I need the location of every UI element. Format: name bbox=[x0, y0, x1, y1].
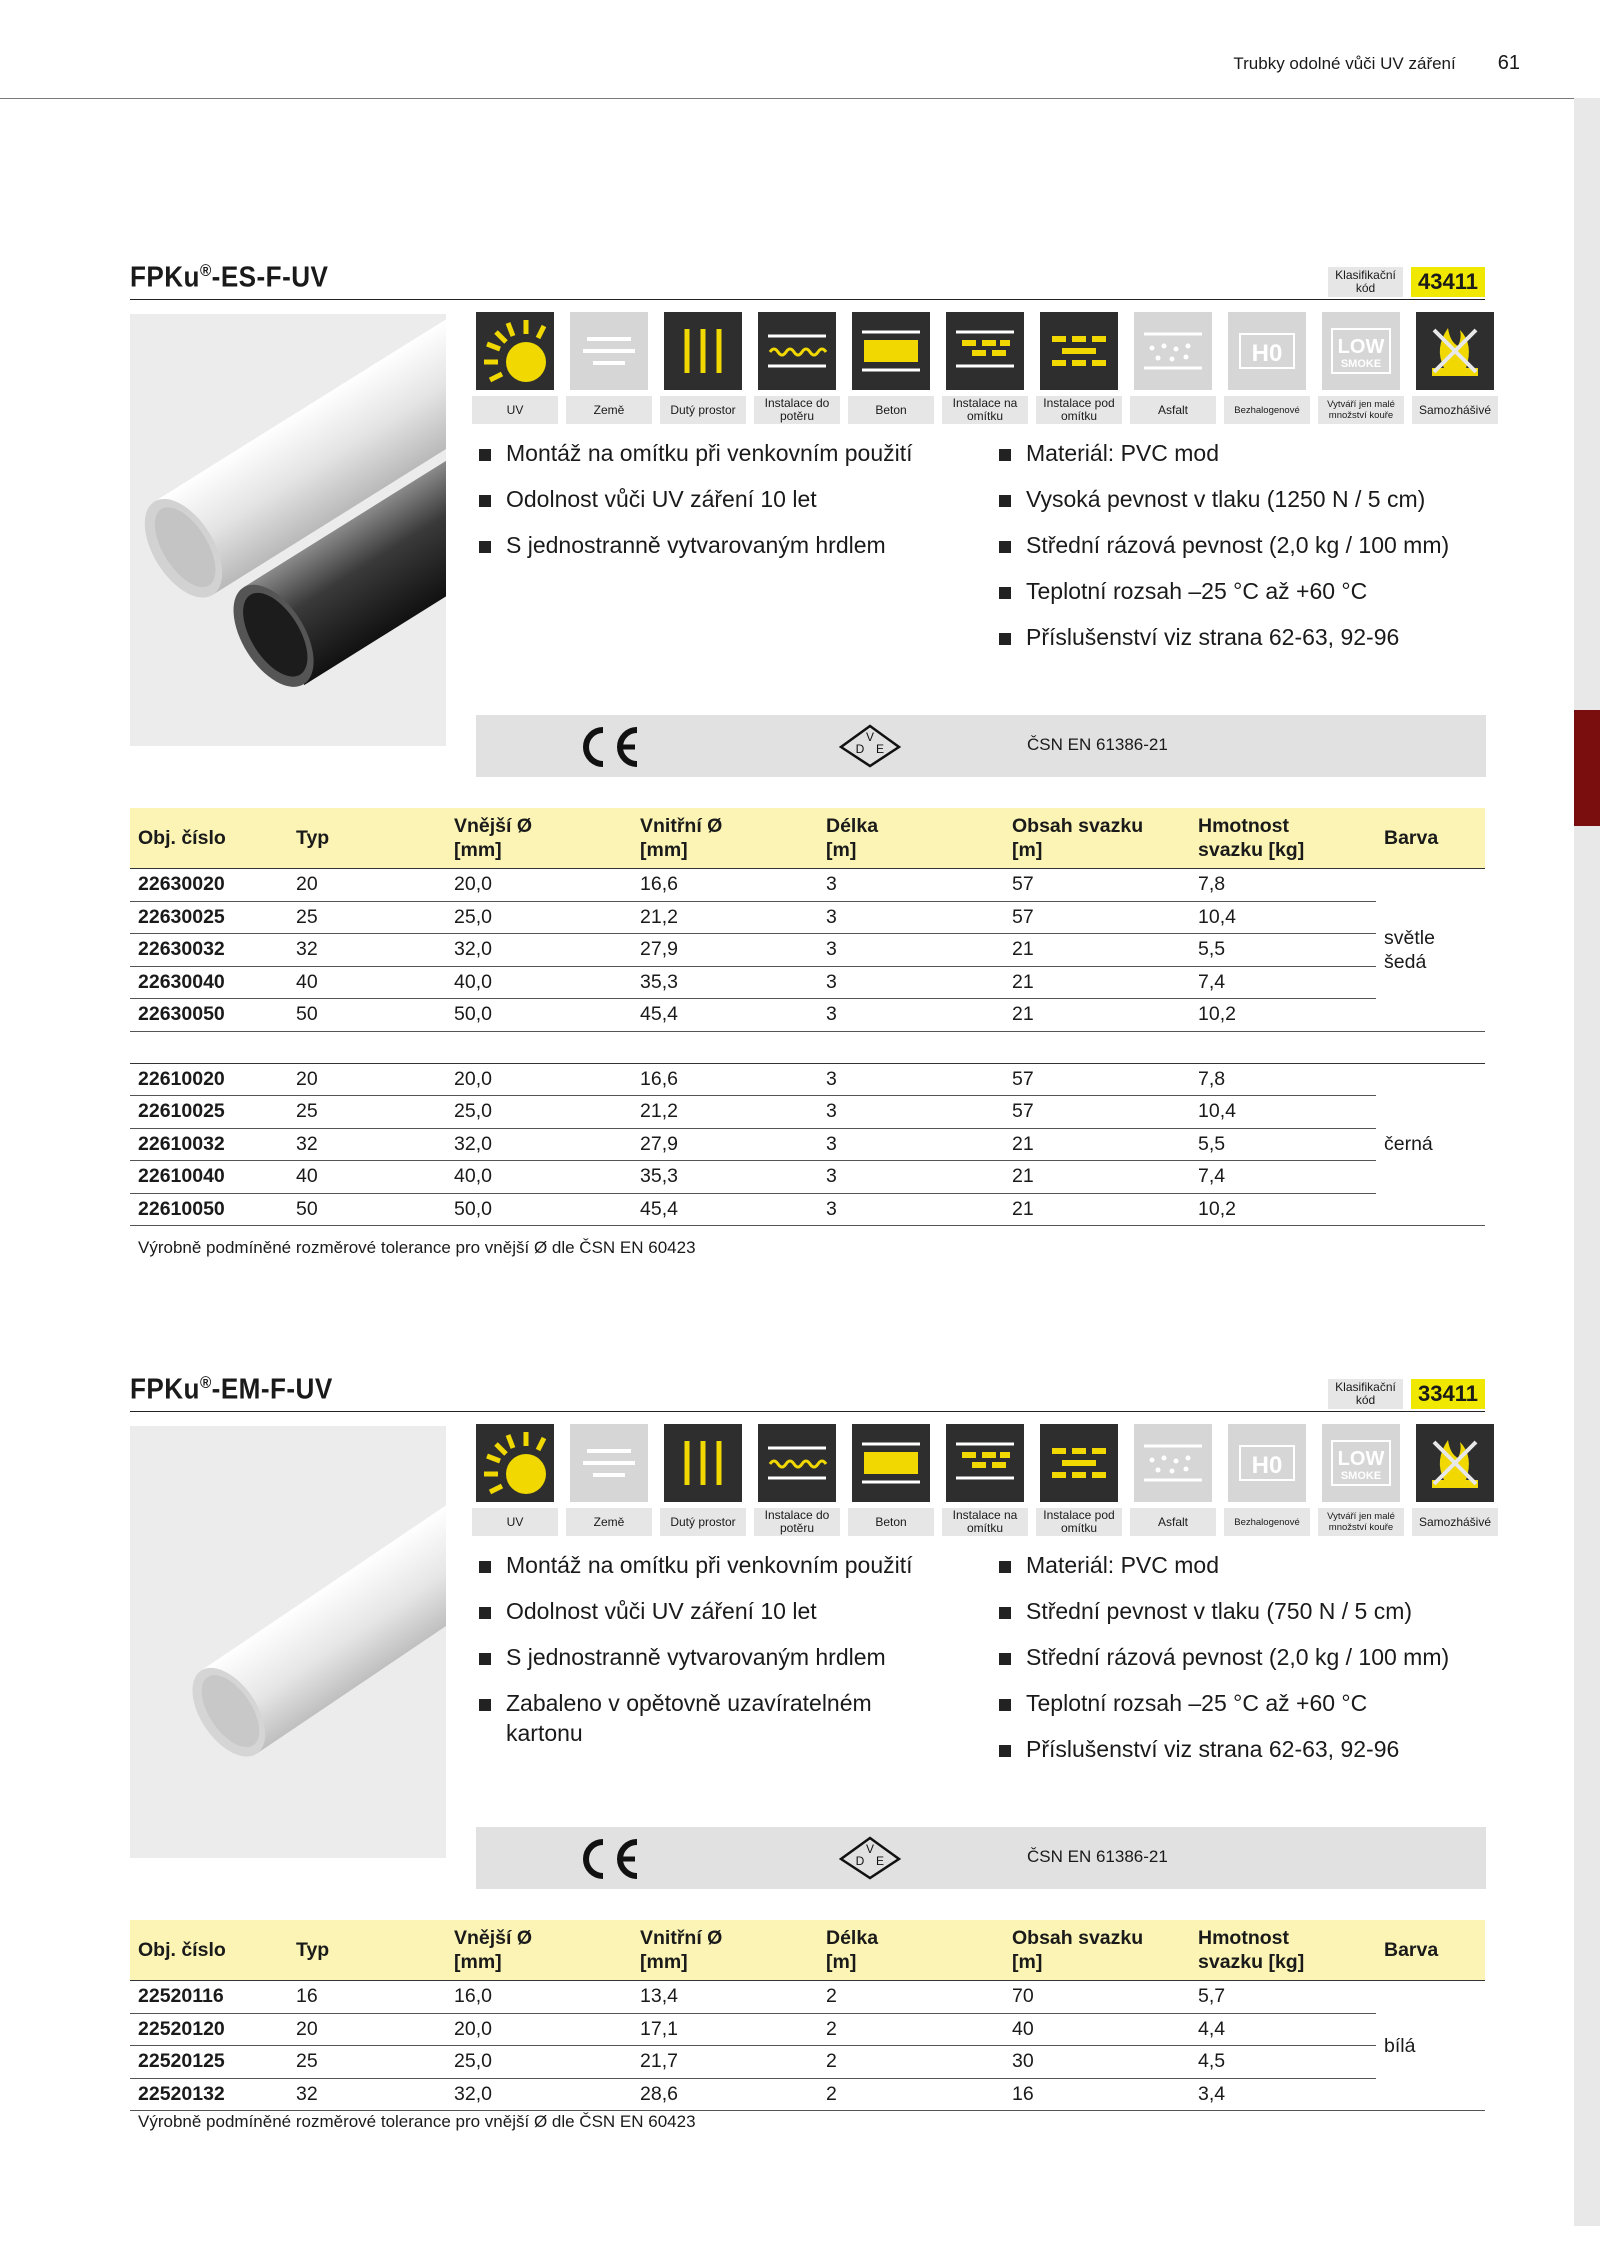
flush-mount-icon bbox=[1040, 312, 1118, 390]
table-cell: 40 bbox=[288, 966, 446, 999]
icon-label: Instalace na omítku bbox=[942, 1508, 1028, 1536]
h0-text: H0 bbox=[1251, 340, 1283, 367]
product-title: FPKu®-ES-F-UV bbox=[130, 261, 329, 294]
table-cell: 21,2 bbox=[632, 1096, 818, 1129]
table-row bbox=[130, 934, 1485, 967]
col-header-length: Délka [m] bbox=[818, 808, 1004, 869]
side-tab-bar bbox=[1574, 98, 1600, 710]
table-cell: 32 bbox=[288, 934, 446, 967]
table-cell: 16,6 bbox=[632, 1063, 818, 1096]
table-cell: 3 bbox=[818, 999, 1004, 1032]
property-icons bbox=[476, 1424, 1494, 1536]
table-cell: 21 bbox=[1004, 1161, 1190, 1194]
col-header-typ: Typ bbox=[288, 1920, 446, 1981]
feature-item: Vysoká pevnost v tlaku (1250 N / 5 cm) bbox=[996, 484, 1486, 514]
table-cell: 21 bbox=[1004, 1128, 1190, 1161]
icon-label: Instalace do potěru bbox=[754, 396, 840, 424]
table-row bbox=[130, 2013, 1485, 2046]
icon-label: Země bbox=[566, 396, 652, 424]
table-cell: 40 bbox=[288, 1161, 446, 1194]
table-cell: 30 bbox=[1004, 2046, 1190, 2079]
col-header-typ: Typ bbox=[288, 808, 446, 869]
col-header-inner: Vnitřní Ø [mm] bbox=[632, 808, 818, 869]
table-cell: 32,0 bbox=[446, 934, 632, 967]
feature-item: Střední pevnost v tlaku (750 N / 5 cm) bbox=[996, 1596, 1486, 1626]
icon-cell-asphalt bbox=[1134, 312, 1212, 424]
table-cell: 3 bbox=[818, 1128, 1004, 1161]
table-cell: 57 bbox=[1004, 1096, 1190, 1129]
cell-obj-code: 22520132 bbox=[130, 2078, 288, 2111]
table-cell: 50,0 bbox=[446, 1193, 632, 1226]
asphalt-icon bbox=[1134, 312, 1212, 390]
asphalt-icon bbox=[1134, 1424, 1212, 1502]
hollow-space-icon bbox=[664, 312, 742, 390]
table-cell: 32 bbox=[288, 1128, 446, 1161]
icon-cell-halogen-free bbox=[1228, 1424, 1306, 1536]
table-cell: 32,0 bbox=[446, 2078, 632, 2111]
table-cell: 10,2 bbox=[1190, 999, 1376, 1032]
table-row bbox=[130, 1981, 1485, 2014]
self-extinguishing-icon bbox=[1416, 1424, 1494, 1502]
col-header-length: Délka [m] bbox=[818, 1920, 1004, 1981]
table-header-row bbox=[130, 808, 1485, 869]
icon-cell-concrete bbox=[852, 1424, 930, 1536]
table-cell: 70 bbox=[1004, 1981, 1190, 2014]
feature-item: Materiál: PVC mod bbox=[996, 438, 1486, 468]
table-row bbox=[130, 869, 1485, 902]
table-cell: 32 bbox=[288, 2078, 446, 2111]
table-row bbox=[130, 1063, 1485, 1096]
svg-text:V: V bbox=[865, 1842, 875, 1856]
ground-icon bbox=[570, 312, 648, 390]
screed-icon bbox=[758, 1424, 836, 1502]
table-group-black bbox=[130, 1063, 1485, 1226]
tolerance-note: Výrobně podmíněné rozměrové tolerance pro vnější Ø dle ČSN EN 60423 bbox=[138, 1238, 696, 1257]
table-cell: 21 bbox=[1004, 934, 1190, 967]
table-cell: 21 bbox=[1004, 999, 1190, 1032]
flush-mount-icon bbox=[1040, 1424, 1118, 1502]
feature-item: Materiál: PVC mod bbox=[996, 1550, 1486, 1580]
table-row bbox=[130, 1161, 1485, 1194]
self-extinguishing-icon bbox=[1416, 312, 1494, 390]
table-cell: 40 bbox=[1004, 2013, 1190, 2046]
product-section-es bbox=[130, 260, 1492, 1260]
concrete-icon bbox=[852, 1424, 930, 1502]
table-cell: 50 bbox=[288, 999, 446, 1032]
property-icons bbox=[476, 312, 1494, 424]
icon-cell-surface-mount bbox=[946, 312, 1024, 424]
header-rule bbox=[0, 98, 1575, 99]
table-cell: 3 bbox=[818, 901, 1004, 934]
classification-code: 43411 bbox=[1411, 267, 1485, 297]
low-smoke-icon bbox=[1322, 312, 1400, 390]
svg-text:SMOKE: SMOKE bbox=[1340, 358, 1382, 370]
icon-cell-hollow-space bbox=[664, 1424, 742, 1536]
table-row bbox=[130, 2078, 1485, 2111]
table-cell: 3 bbox=[818, 934, 1004, 967]
page-header bbox=[1233, 52, 1520, 75]
icon-cell-concrete bbox=[852, 312, 930, 424]
table-row bbox=[130, 901, 1485, 934]
icon-label: Instalace do potěru bbox=[754, 1508, 840, 1536]
table-cell: 4,5 bbox=[1190, 2046, 1376, 2079]
product-title-row bbox=[130, 1372, 1485, 1412]
table-row bbox=[130, 999, 1485, 1032]
cell-color: černá bbox=[1376, 1063, 1485, 1226]
cell-obj-code: 22520120 bbox=[130, 2013, 288, 2046]
table-cell: 2 bbox=[818, 2046, 1004, 2079]
cell-color: bílá bbox=[1376, 1981, 1485, 2111]
table-cell: 20 bbox=[288, 2013, 446, 2046]
col-header-obj: Obj. číslo bbox=[130, 808, 288, 869]
col-header-outer: Vnější Ø [mm] bbox=[446, 1920, 632, 1981]
page-number: 61 bbox=[1497, 52, 1520, 74]
table-cell: 57 bbox=[1004, 901, 1190, 934]
table-cell: 45,4 bbox=[632, 1193, 818, 1226]
table-cell: 20,0 bbox=[446, 1063, 632, 1096]
table-row bbox=[130, 1193, 1485, 1226]
feature-item: Střední rázová pevnost (2,0 kg / 100 mm) bbox=[996, 530, 1486, 560]
table-cell: 7,4 bbox=[1190, 1161, 1376, 1194]
table-cell: 16,6 bbox=[632, 869, 818, 902]
ce-mark-icon bbox=[573, 1836, 643, 1882]
icon-label: Samozhášivé bbox=[1412, 396, 1498, 424]
surface-mount-icon bbox=[946, 1424, 1024, 1502]
standard-label: ČSN EN 61386-21 bbox=[1027, 1847, 1168, 1866]
feature-item: S jednostranně vytvarovaným hrdlem bbox=[476, 1642, 996, 1672]
classification-box bbox=[1328, 267, 1485, 297]
table-cell: 5,5 bbox=[1190, 1128, 1376, 1161]
icon-label: Samozhášivé bbox=[1412, 1508, 1498, 1536]
table-cell: 20,0 bbox=[446, 869, 632, 902]
table-cell: 3 bbox=[818, 1161, 1004, 1194]
cell-obj-code: 22610020 bbox=[130, 1063, 288, 1096]
table-cell: 3,4 bbox=[1190, 2078, 1376, 2111]
table-cell: 25,0 bbox=[446, 901, 632, 934]
icon-label: Dutý prostor bbox=[660, 1508, 746, 1536]
cell-obj-code: 22630025 bbox=[130, 901, 288, 934]
table-cell: 4,4 bbox=[1190, 2013, 1376, 2046]
feature-item: Montáž na omítku při venkovním použití bbox=[476, 1550, 996, 1580]
table-cell: 21,2 bbox=[632, 901, 818, 934]
icon-label: Beton bbox=[848, 1508, 934, 1536]
svg-text:D: D bbox=[855, 742, 865, 756]
table-cell: 40,0 bbox=[446, 1161, 632, 1194]
icon-label: Instalace pod omítku bbox=[1036, 1508, 1122, 1536]
certification-bar bbox=[476, 715, 1486, 777]
cell-obj-code: 22520116 bbox=[130, 1981, 288, 2014]
table-cell: 27,9 bbox=[632, 1128, 818, 1161]
cell-obj-code: 22630032 bbox=[130, 934, 288, 967]
table-cell: 28,6 bbox=[632, 2078, 818, 2111]
product-photo bbox=[130, 314, 446, 746]
icon-cell-asphalt bbox=[1134, 1424, 1212, 1536]
classification-code: 33411 bbox=[1411, 1379, 1485, 1409]
table-cell: 40,0 bbox=[446, 966, 632, 999]
cell-obj-code: 22630020 bbox=[130, 869, 288, 902]
feature-item: Teplotní rozsah –25 °C až +60 °C bbox=[996, 576, 1486, 606]
ce-mark-icon bbox=[573, 724, 643, 770]
cell-obj-code: 22610050 bbox=[130, 1193, 288, 1226]
table-cell: 3 bbox=[818, 869, 1004, 902]
icon-label: UV bbox=[472, 1508, 558, 1536]
col-header-weight: Hmotnost svazku [kg] bbox=[1190, 1920, 1376, 1981]
svg-text:E: E bbox=[875, 742, 885, 756]
table-cell: 5,5 bbox=[1190, 934, 1376, 967]
icon-label: Bezhalogenové bbox=[1224, 1508, 1310, 1536]
sun-uv-icon bbox=[476, 312, 554, 390]
feature-item: Odolnost vůči UV záření 10 let bbox=[476, 1596, 996, 1626]
feature-item: Příslušenství viz strana 62-63, 92-96 bbox=[996, 1734, 1486, 1764]
hollow-space-icon bbox=[664, 1424, 742, 1502]
cell-obj-code: 22610025 bbox=[130, 1096, 288, 1129]
table-cell: 20,0 bbox=[446, 2013, 632, 2046]
icon-label: Asfalt bbox=[1130, 396, 1216, 424]
icon-label: UV bbox=[472, 396, 558, 424]
svg-text:E: E bbox=[875, 1854, 885, 1868]
svg-text:V: V bbox=[865, 730, 875, 744]
product-table bbox=[130, 1920, 1485, 2111]
tolerance-note: Výrobně podmíněné rozměrové tolerance pro vnější Ø dle ČSN EN 60423 bbox=[138, 2112, 696, 2131]
table-cell: 2 bbox=[818, 2078, 1004, 2111]
table-cell: 25 bbox=[288, 901, 446, 934]
table-cell: 21 bbox=[1004, 966, 1190, 999]
section-title: Trubky odolné vůči UV záření bbox=[1233, 54, 1456, 73]
vde-mark-icon bbox=[838, 723, 902, 769]
table-cell: 3 bbox=[818, 1063, 1004, 1096]
table-cell: 25,0 bbox=[446, 2046, 632, 2079]
table-cell: 3 bbox=[818, 1096, 1004, 1129]
feature-item: Střední rázová pevnost (2,0 kg / 100 mm) bbox=[996, 1642, 1486, 1672]
table-cell: 17,1 bbox=[632, 2013, 818, 2046]
icon-label: Vytváří jen malé množství kouře bbox=[1318, 396, 1404, 424]
table-cell: 5,7 bbox=[1190, 1981, 1376, 2014]
table-group-white bbox=[130, 1981, 1485, 2111]
icon-cell-screed bbox=[758, 1424, 836, 1536]
table-cell: 16 bbox=[288, 1981, 446, 2014]
table-cell: 21,7 bbox=[632, 2046, 818, 2079]
table-cell: 10,4 bbox=[1190, 901, 1376, 934]
col-header-inner: Vnitřní Ø [mm] bbox=[632, 1920, 818, 1981]
svg-text:LOW: LOW bbox=[1337, 336, 1385, 358]
halogen-free-icon bbox=[1228, 1424, 1306, 1502]
table-cell: 45,4 bbox=[632, 999, 818, 1032]
certification-bar bbox=[476, 1827, 1486, 1889]
table-row bbox=[130, 1096, 1485, 1129]
halogen-free-icon bbox=[1228, 312, 1306, 390]
table-cell: 25 bbox=[288, 2046, 446, 2079]
cell-obj-code: 22520125 bbox=[130, 2046, 288, 2079]
svg-text:SMOKE: SMOKE bbox=[1340, 1470, 1382, 1482]
svg-text:LOW: LOW bbox=[1337, 1448, 1385, 1470]
vde-mark-icon bbox=[838, 1835, 902, 1881]
icon-cell-halogen-free bbox=[1228, 312, 1306, 424]
table-cell: 20 bbox=[288, 1063, 446, 1096]
table-cell: 10,4 bbox=[1190, 1096, 1376, 1129]
icon-label: Země bbox=[566, 1508, 652, 1536]
table-cell: 16 bbox=[1004, 2078, 1190, 2111]
standard-label: ČSN EN 61386-21 bbox=[1027, 735, 1168, 754]
icon-cell-screed bbox=[758, 312, 836, 424]
table-group-spacer bbox=[130, 1031, 1485, 1063]
side-tab-bar-lower bbox=[1574, 826, 1600, 2226]
cell-obj-code: 22630050 bbox=[130, 999, 288, 1032]
table-group-light-grey bbox=[130, 869, 1485, 1032]
h0-text: H0 bbox=[1251, 1452, 1283, 1479]
table-cell: 21 bbox=[1004, 1193, 1190, 1226]
sun-uv-icon bbox=[476, 1424, 554, 1502]
ground-icon bbox=[570, 1424, 648, 1502]
table-cell: 25 bbox=[288, 1096, 446, 1129]
icon-cell-low-smoke bbox=[1322, 312, 1400, 424]
icon-label: Asfalt bbox=[1130, 1508, 1216, 1536]
table-cell: 57 bbox=[1004, 1063, 1190, 1096]
product-title-row bbox=[130, 260, 1485, 300]
table-cell: 2 bbox=[818, 2013, 1004, 2046]
product-table bbox=[130, 808, 1485, 1226]
icon-label: Instalace pod omítku bbox=[1036, 396, 1122, 424]
classification-label: Klasifikační kód bbox=[1328, 267, 1403, 297]
table-cell: 35,3 bbox=[632, 966, 818, 999]
table-cell: 27,9 bbox=[632, 934, 818, 967]
icon-cell-ground bbox=[570, 312, 648, 424]
product-photo bbox=[130, 1426, 446, 1858]
col-header-color: Barva bbox=[1376, 808, 1485, 869]
icon-label: Dutý prostor bbox=[660, 396, 746, 424]
feature-item: Příslušenství viz strana 62-63, 92-96 bbox=[996, 622, 1486, 652]
table-cell: 7,8 bbox=[1190, 869, 1376, 902]
cell-color: světle šedá bbox=[1376, 869, 1485, 1032]
icon-cell-self-extinguishing bbox=[1416, 1424, 1494, 1536]
feature-item: Teplotní rozsah –25 °C až +60 °C bbox=[996, 1688, 1486, 1718]
feature-item: Montáž na omítku při venkovním použití bbox=[476, 438, 996, 468]
table-row bbox=[130, 966, 1485, 999]
table-cell: 13,4 bbox=[632, 1981, 818, 2014]
product-section-em bbox=[130, 1372, 1492, 2152]
col-header-color: Barva bbox=[1376, 1920, 1485, 1981]
icon-label: Bezhalogenové bbox=[1224, 396, 1310, 424]
icon-cell-hollow-space bbox=[664, 312, 742, 424]
product-title: FPKu®-EM-F-UV bbox=[130, 1373, 333, 1406]
cell-obj-code: 22610040 bbox=[130, 1161, 288, 1194]
icon-cell-low-smoke bbox=[1322, 1424, 1400, 1536]
table-cell: 50,0 bbox=[446, 999, 632, 1032]
side-tab-active bbox=[1574, 710, 1600, 826]
icon-label: Instalace na omítku bbox=[942, 396, 1028, 424]
feature-item: Zabaleno v opětovně uzavíratelném kartonu bbox=[476, 1688, 896, 1748]
table-cell: 25,0 bbox=[446, 1096, 632, 1129]
table-header-row bbox=[130, 1920, 1485, 1981]
table-cell: 10,2 bbox=[1190, 1193, 1376, 1226]
icon-cell-self-extinguishing bbox=[1416, 312, 1494, 424]
feature-list bbox=[476, 1550, 1486, 1780]
cell-obj-code: 22610032 bbox=[130, 1128, 288, 1161]
table-cell: 16,0 bbox=[446, 1981, 632, 2014]
icon-cell-surface-mount bbox=[946, 1424, 1024, 1536]
table-cell: 3 bbox=[818, 1193, 1004, 1226]
icon-label: Vytváří jen malé množství kouře bbox=[1318, 1508, 1404, 1536]
col-header-weight: Hmotnost svazku [kg] bbox=[1190, 808, 1376, 869]
table-cell: 35,3 bbox=[632, 1161, 818, 1194]
feature-item: Odolnost vůči UV záření 10 let bbox=[476, 484, 996, 514]
surface-mount-icon bbox=[946, 312, 1024, 390]
table-cell: 7,4 bbox=[1190, 966, 1376, 999]
feature-list bbox=[476, 438, 1486, 668]
icon-label: Beton bbox=[848, 396, 934, 424]
icon-cell-flush-mount bbox=[1040, 1424, 1118, 1536]
icon-cell-sun-uv bbox=[476, 312, 554, 424]
table-cell: 2 bbox=[818, 1981, 1004, 2014]
col-header-bundle: Obsah svazku [m] bbox=[1004, 1920, 1190, 1981]
table-cell: 20 bbox=[288, 869, 446, 902]
screed-icon bbox=[758, 312, 836, 390]
concrete-icon bbox=[852, 312, 930, 390]
icon-cell-ground bbox=[570, 1424, 648, 1536]
table-row bbox=[130, 2046, 1485, 2079]
table-cell: 57 bbox=[1004, 869, 1190, 902]
col-header-outer: Vnější Ø [mm] bbox=[446, 808, 632, 869]
table-cell: 32,0 bbox=[446, 1128, 632, 1161]
svg-text:D: D bbox=[855, 1854, 865, 1868]
table-cell: 50 bbox=[288, 1193, 446, 1226]
col-header-obj: Obj. číslo bbox=[130, 1920, 288, 1981]
classification-label: Klasifikační kód bbox=[1328, 1379, 1403, 1409]
cell-obj-code: 22630040 bbox=[130, 966, 288, 999]
table-row bbox=[130, 1128, 1485, 1161]
col-header-bundle: Obsah svazku [m] bbox=[1004, 808, 1190, 869]
low-smoke-icon bbox=[1322, 1424, 1400, 1502]
classification-box bbox=[1328, 1379, 1485, 1409]
feature-item: S jednostranně vytvarovaným hrdlem bbox=[476, 530, 996, 560]
table-cell: 7,8 bbox=[1190, 1063, 1376, 1096]
icon-cell-flush-mount bbox=[1040, 312, 1118, 424]
icon-cell-sun-uv bbox=[476, 1424, 554, 1536]
table-cell: 3 bbox=[818, 966, 1004, 999]
